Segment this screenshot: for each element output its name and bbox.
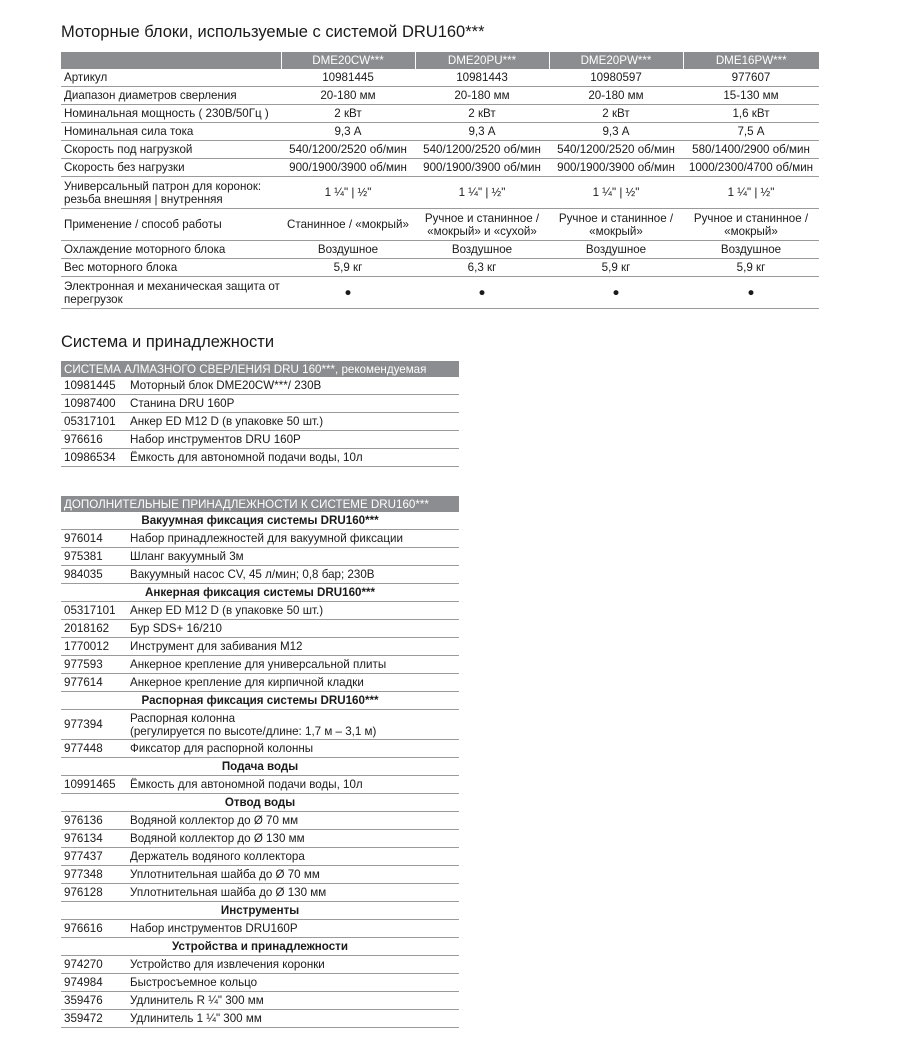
spec-row	[61, 105, 819, 123]
spec-value: 20-180 мм	[549, 87, 683, 105]
spec-label: Электронная и механическая защита от перегрузок	[61, 277, 281, 309]
item-description	[127, 992, 459, 1010]
group-row	[61, 692, 459, 710]
list-item	[61, 413, 459, 431]
system-title: Система и принадлежности	[61, 333, 275, 351]
item-description	[127, 1010, 459, 1028]
item-description	[127, 974, 459, 992]
spec-row	[61, 123, 819, 141]
list-item	[61, 449, 459, 467]
spec-value: 1000/2300/4700 об/мин	[683, 159, 819, 177]
item-description	[127, 884, 459, 902]
item-description	[127, 920, 459, 938]
item-description-line: Уплотнительная шайба до Ø 70 мм	[130, 868, 320, 881]
spec-value: 15-130 мм	[683, 87, 819, 105]
spec-value: Воздушное	[281, 241, 415, 259]
group-title: Подача воды	[61, 758, 459, 776]
item-code: 05317101	[61, 413, 127, 431]
item-description: Ёмкость для автономной подачи воды, 10л	[127, 449, 459, 467]
group-title: Анкерная фиксация системы DRU160***	[61, 584, 459, 602]
list-item	[61, 656, 459, 674]
model-header: DME20PU***	[415, 52, 549, 69]
item-code: 10986534	[61, 449, 127, 467]
spec-value: 580/1400/2900 об/мин	[683, 141, 819, 159]
group-title: Инструменты	[61, 902, 459, 920]
spec-value: ●	[281, 277, 415, 309]
spec-label: Скорость без нагрузки	[61, 159, 281, 177]
spec-row	[61, 141, 819, 159]
spec-value: 2 кВт	[549, 105, 683, 123]
spec-value: ●	[683, 277, 819, 309]
item-code: 977448	[61, 740, 127, 758]
list-item	[61, 740, 459, 758]
spec-value: 9,3 А	[415, 123, 549, 141]
spec-label: Охлаждение моторного блока	[61, 241, 281, 259]
spec-value: 2 кВт	[281, 105, 415, 123]
item-code: 10987400	[61, 395, 127, 413]
spec-value: 2 кВт	[415, 105, 549, 123]
recommended-system-table	[61, 361, 459, 467]
item-description-line: Вакуумный насос CV, 45 л/мин; 0,8 бар; 230В	[130, 568, 375, 581]
item-description	[127, 548, 459, 566]
spec-value: 1 ¼" | ½"	[683, 177, 819, 209]
spec-value: Ручное и станинное / «мокрый»	[549, 209, 683, 241]
item-description	[127, 656, 459, 674]
model-header: DME16PW***	[683, 52, 819, 69]
list-item	[61, 431, 459, 449]
spec-value: 1 ¼" | ½"	[415, 177, 549, 209]
item-code: 10981445	[61, 377, 127, 395]
spec-value: 900/1900/3900 об/мин	[415, 159, 549, 177]
item-description-line: Водяной коллектор до Ø 70 мм	[130, 814, 299, 827]
spec-label: Скорость под нагрузкой	[61, 141, 281, 159]
spec-label: Универсальный патрон для коронок: резьба внешняя | внутренняя	[61, 177, 281, 209]
motor-specs-table	[61, 52, 819, 309]
spec-value: ●	[415, 277, 549, 309]
item-description: Станина DRU 160P	[127, 395, 459, 413]
list-item	[61, 710, 459, 740]
spec-value: 20-180 мм	[281, 87, 415, 105]
item-code: 975381	[61, 548, 127, 566]
spec-row	[61, 87, 819, 105]
item-description-line: Бур SDS+ 16/210	[130, 622, 222, 635]
group-row	[61, 758, 459, 776]
list-item	[61, 674, 459, 692]
item-code: 2018162	[61, 620, 127, 638]
item-description	[127, 830, 459, 848]
spec-label: Диапазон диаметров сверления	[61, 87, 281, 105]
item-description-line: Шланг вакуумный 3м	[130, 550, 244, 563]
list-item	[61, 1010, 459, 1028]
spec-value: 5,9 кг	[549, 259, 683, 277]
item-code: 977348	[61, 866, 127, 884]
spec-value: Станинное / «мокрый»	[281, 209, 415, 241]
additional-header: ДОПОЛНИТЕЛЬНЫЕ ПРИНАДЛЕЖНОСТИ К СИСТЕМЕ DRU160***	[61, 496, 459, 512]
item-code: 976128	[61, 884, 127, 902]
item-description	[127, 602, 459, 620]
group-row	[61, 902, 459, 920]
list-item	[61, 956, 459, 974]
model-header: DME20CW***	[281, 52, 415, 69]
list-item	[61, 566, 459, 584]
group-title: Отвод воды	[61, 794, 459, 812]
item-description	[127, 740, 459, 758]
item-code: 359476	[61, 992, 127, 1010]
item-description-line: Быстросъемное кольцо	[130, 976, 258, 989]
spec-label: Применение / способ работы	[61, 209, 281, 241]
item-description: Анкер ED M12 D (в упаковке 50 шт.)	[127, 413, 459, 431]
list-item	[61, 548, 459, 566]
item-code: 10991465	[61, 776, 127, 794]
item-description	[127, 956, 459, 974]
list-item	[61, 530, 459, 548]
item-code: 974984	[61, 974, 127, 992]
item-code: 977394	[61, 710, 127, 740]
spec-value: 540/1200/2520 об/мин	[549, 141, 683, 159]
item-description	[127, 776, 459, 794]
group-row	[61, 512, 459, 530]
spec-row	[61, 277, 819, 309]
spec-row	[61, 69, 819, 87]
spec-value: 1,6 кВт	[683, 105, 819, 123]
item-description-line: Держатель водяного коллектора	[130, 850, 305, 863]
group-row	[61, 584, 459, 602]
item-description	[127, 566, 459, 584]
item-code: 977593	[61, 656, 127, 674]
item-description: Набор инструментов DRU 160P	[127, 431, 459, 449]
recommended-header: СИСТЕМА АЛМАЗНОГО СВЕРЛЕНИЯ DRU 160***, рекомендуемая	[61, 361, 459, 377]
item-description-line: Водяной коллектор до Ø 130 мм	[130, 832, 305, 845]
list-item	[61, 395, 459, 413]
item-description	[127, 812, 459, 830]
spec-value: 977607	[683, 69, 819, 87]
group-title: Вакуумная фиксация системы DRU160***	[61, 512, 459, 530]
spec-value: Воздушное	[415, 241, 549, 259]
item-description: Моторный блок DME20CW***/ 230В	[127, 377, 459, 395]
spec-value: ●	[549, 277, 683, 309]
item-description-line: Набор инструментов DRU160P	[130, 922, 298, 935]
item-description	[127, 530, 459, 548]
item-code: 984035	[61, 566, 127, 584]
item-code: 974270	[61, 956, 127, 974]
spec-row	[61, 241, 819, 259]
item-description-line: Устройство для извлечения коронки	[130, 958, 325, 971]
list-item	[61, 920, 459, 938]
list-item	[61, 848, 459, 866]
item-code: 976134	[61, 830, 127, 848]
list-item	[61, 812, 459, 830]
list-item	[61, 620, 459, 638]
item-description-line: Анкер ED M12 D (в упаковке 50 шт.)	[130, 604, 324, 617]
list-item	[61, 974, 459, 992]
spec-value: 540/1200/2520 об/мин	[415, 141, 549, 159]
spec-row	[61, 177, 819, 209]
spec-value: 10980597	[549, 69, 683, 87]
spec-value: 540/1200/2520 об/мин	[281, 141, 415, 159]
spec-value: 5,9 кг	[683, 259, 819, 277]
item-description	[127, 866, 459, 884]
spec-value: 9,3 А	[549, 123, 683, 141]
spec-value: 7,5 А	[683, 123, 819, 141]
list-item	[61, 866, 459, 884]
spec-value: 5,9 кг	[281, 259, 415, 277]
motor-header-row	[61, 52, 819, 69]
item-description-line: (регулируется по высоте/длине: 1,7 м – 3,1 м)	[130, 724, 377, 738]
item-description-line: Инструмент для забивания M12	[130, 640, 303, 653]
spec-value: 10981445	[281, 69, 415, 87]
item-description-line: Удлинитель R ¼" 300 мм	[130, 994, 264, 1007]
spec-value: 6,3 кг	[415, 259, 549, 277]
item-code: 976014	[61, 530, 127, 548]
spec-row	[61, 159, 819, 177]
item-code: 359472	[61, 1010, 127, 1028]
spec-value: 9,3 А	[281, 123, 415, 141]
model-header: DME20PW***	[549, 52, 683, 69]
additional-accessories-table	[61, 496, 459, 1028]
item-description	[127, 620, 459, 638]
item-description-line: Анкерное крепление для универсальной плиты	[130, 658, 387, 671]
item-description	[127, 638, 459, 656]
item-description-line: Удлинитель 1 ¼" 300 мм	[130, 1012, 262, 1025]
item-code: 976136	[61, 812, 127, 830]
spec-value: Ручное и станинное / «мокрый»	[683, 209, 819, 241]
group-title: Устройства и принадлежности	[61, 938, 459, 956]
spec-value: 1 ¼" | ½"	[549, 177, 683, 209]
list-item	[61, 377, 459, 395]
item-code: 1770012	[61, 638, 127, 656]
spec-value: Воздушное	[683, 241, 819, 259]
spec-row	[61, 209, 819, 241]
list-item	[61, 776, 459, 794]
item-description-line: Набор принадлежностей для вакуумной фиксации	[130, 532, 403, 545]
item-description-line: Анкерное крепление для кирпичной кладки	[130, 676, 364, 689]
item-code: 976616	[61, 920, 127, 938]
list-item	[61, 992, 459, 1010]
item-description-line: Фиксатор для распорной колонны	[130, 742, 314, 755]
spec-value: Воздушное	[549, 241, 683, 259]
spec-value: 900/1900/3900 об/мин	[281, 159, 415, 177]
group-row	[61, 794, 459, 812]
item-code: 05317101	[61, 602, 127, 620]
spec-value: 900/1900/3900 об/мин	[549, 159, 683, 177]
spec-label: Номинальная мощность ( 230В/50Гц )	[61, 105, 281, 123]
spec-row	[61, 259, 819, 277]
list-item	[61, 602, 459, 620]
group-row	[61, 938, 459, 956]
item-description	[127, 710, 459, 740]
spec-label: Номинальная сила тока	[61, 123, 281, 141]
item-code: 977437	[61, 848, 127, 866]
list-item	[61, 638, 459, 656]
item-description-line: Распорная колонна	[130, 711, 236, 725]
item-description-line: Ёмкость для автономной подачи воды, 10л	[130, 778, 363, 791]
list-item	[61, 884, 459, 902]
spec-value: 1 ¼" | ½"	[281, 177, 415, 209]
item-description	[127, 848, 459, 866]
motors-title: Моторные блоки, используемые с системой DRU160***	[61, 23, 485, 41]
group-title: Распорная фиксация системы DRU160***	[61, 692, 459, 710]
item-description	[127, 674, 459, 692]
spec-value: 20-180 мм	[415, 87, 549, 105]
item-code: 977614	[61, 674, 127, 692]
spec-value: 10981443	[415, 69, 549, 87]
spec-value: Ручное и станинное / «мокрый» и «сухой»	[415, 209, 549, 241]
spec-label: Артикул	[61, 69, 281, 87]
item-description-line: Уплотнительная шайба до Ø 130 мм	[130, 886, 327, 899]
spec-label: Вес моторного блока	[61, 259, 281, 277]
item-code: 976616	[61, 431, 127, 449]
list-item	[61, 830, 459, 848]
header-blank-cell	[61, 52, 281, 69]
